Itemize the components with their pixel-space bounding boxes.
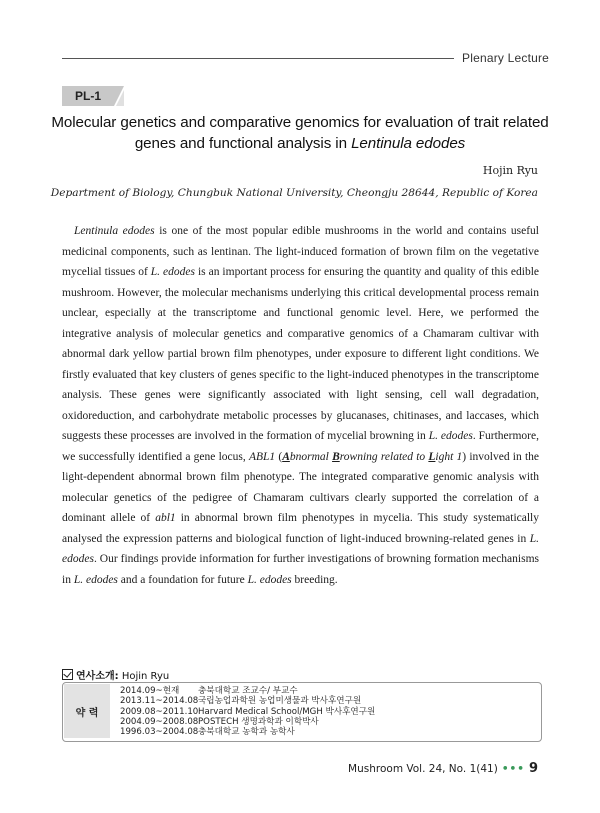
checkbox-arrow-icon <box>62 669 73 680</box>
gene-expansion: rowning related to <box>339 450 429 463</box>
species-name: L. edodes <box>73 573 118 586</box>
career-item <box>120 727 375 737</box>
career-item <box>120 696 375 706</box>
title-species: Lentinula edodes <box>351 135 466 152</box>
abstract-text: . Furthermore, we successfully identified a gene locus, <box>62 430 539 463</box>
species-name: L. edodes <box>247 573 292 586</box>
career-description: Harvard Medical School/MGH 박사후연구원 <box>198 706 376 717</box>
journal-citation: Mushroom Vol. 24, No. 1(41) <box>348 763 498 775</box>
species-name: L. edodes <box>150 266 195 278</box>
career-period: 2013.11~2014.08 <box>120 696 199 707</box>
abstract-text: in abnormal brown film phenotypes in mycelia. This study systematically analysed the expression patterns and biological function of light-induced browning-related genes in <box>62 512 539 545</box>
author-name: Hojin Ryu <box>482 164 538 177</box>
career-period: 1996.03~2004.08 <box>120 727 199 738</box>
badge-label: PL-1 <box>75 89 102 103</box>
career-label: 약 력 <box>64 684 110 738</box>
abstract-text: ) involved in the light-dependent abnormal brown film phenotype. The integrated comparative genomic analysis with molecular genetics of the pedigree of Chamaram cultivars clearly supported the correlation of a dominant allele of <box>62 450 539 524</box>
career-period: 2014.09~현재 <box>120 686 180 696</box>
gene-expansion: bnormal <box>289 450 333 463</box>
career-item <box>120 707 375 717</box>
gene-name: ABL1 <box>248 450 276 463</box>
footer-dots: ••• <box>501 763 525 775</box>
title-line-1: Molecular genetics and comparative genomics for evaluation of trait related <box>51 114 549 131</box>
career-description: 국립농업과학원 농업미생물과 박사후연구원 <box>198 696 362 707</box>
abstract-text: . Our findings provide information for further investigations of browning formation mechanisms in <box>62 553 539 586</box>
species-name: Lentinula edodes <box>74 225 155 237</box>
abstract-text: is an important process for ensuring the quantity and quality of this edible mushroom. However, the molecular mechanisms underlying this critical developmental process remain unclear, especially at the transcriptome and functional genomic level. Here, we performed the integrative analysis of molecular genetics and comparative genomics of a Chamaram cultivar with abnormal dark yellow partial brown film phenotypes, under exposure to different light conditions. We firstly evaluated that key clusters of genes specific to the light-induced phenotypes in the transcriptome analysis. These genes were significantly associated with light sensing, cell wall degradation, oxidoreduction, and carbohydrate metabolic processes by glucanases, chitinases, and laccases, which suggests these processes are involved in the formation of mycelial browning in <box>62 266 539 442</box>
gene-expansion: ight 1 <box>435 450 463 463</box>
species-name: L. edodes <box>62 532 539 565</box>
career-item <box>120 717 375 727</box>
abstract-text: is one of the most popular edible mushrooms in the world and contains useful medicinal components, such as lentinan. The light-induced formation of brown film on the vegetative mycelial tissues of <box>62 225 539 278</box>
abstract-text: and a foundation for future <box>117 573 248 586</box>
abstract-body <box>62 221 539 590</box>
career-description: POSTECH 생명과학과 이학박사 <box>198 716 319 727</box>
section-label: Plenary Lecture <box>462 51 550 65</box>
career-item <box>120 686 375 696</box>
allele-name: abl1 <box>155 512 176 524</box>
page-footer <box>348 761 538 776</box>
speaker-name: Hojin Ryu <box>121 671 170 682</box>
author-affiliation: Department of Biology, Chungbuk National University, Cheongju 28644, Republic of Korea <box>50 187 538 199</box>
header-rule <box>62 58 454 59</box>
gene-acronym-letter: A <box>282 450 290 463</box>
paper-title <box>40 112 560 154</box>
speaker-intro <box>62 667 169 682</box>
species-name: L. edodes <box>428 430 473 442</box>
career-period: 2009.08~2011.10 <box>120 706 199 717</box>
career-description: 충북대학교 농학과 농학사 <box>198 727 295 738</box>
gene-acronym-letter: B <box>332 450 340 463</box>
session-badge <box>62 86 124 106</box>
speaker-intro-label: 연사소개: <box>76 671 119 682</box>
career-list <box>120 686 375 737</box>
page-number: 9 <box>528 761 538 776</box>
abstract-text: ( <box>275 450 283 463</box>
gene-acronym-letter: L <box>428 450 436 463</box>
career-period: 2004.09~2008.08 <box>120 716 199 727</box>
title-line-2 <box>40 133 560 154</box>
title-line-2-text: genes and functional analysis in <box>134 135 352 152</box>
career-description: 충북대학교 조교수/ 부교수 <box>198 686 298 696</box>
abstract-text: breeding. <box>291 573 338 586</box>
